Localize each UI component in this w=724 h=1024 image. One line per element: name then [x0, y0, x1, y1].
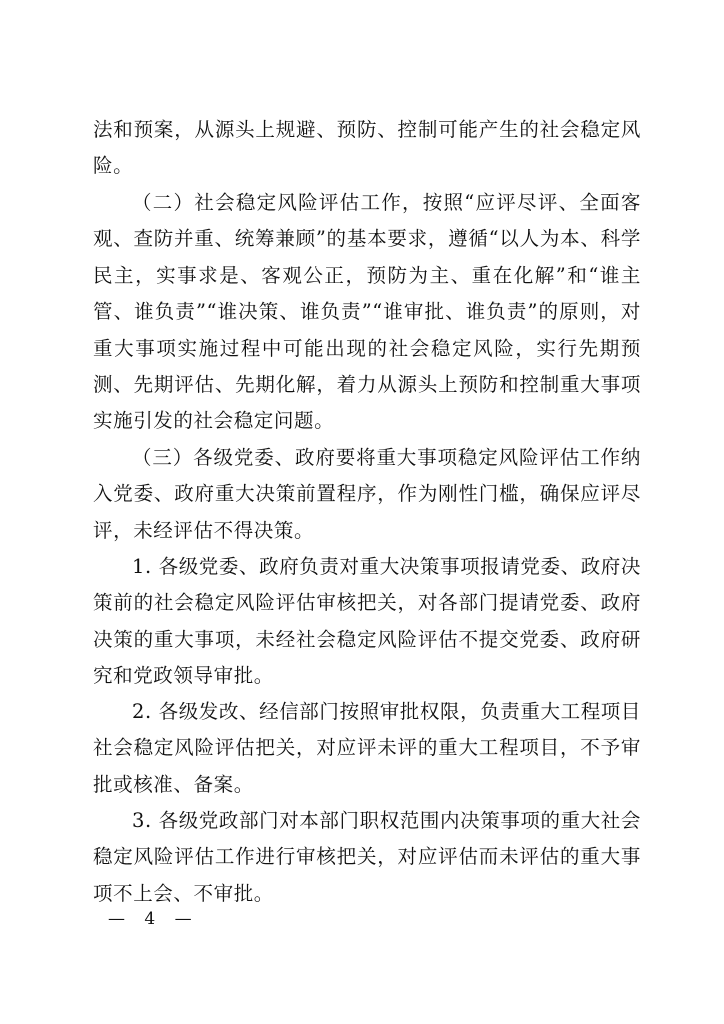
paragraph-section-3: （三）各级党委、政府要将重大事项稳定风险评估工作纳入党委、政府重大决策前置程序，作为刚性门槛，确保应评尽评，未经评估不得决策。: [93, 446, 641, 542]
footer-left-dash: —: [108, 909, 126, 929]
page-footer: [108, 907, 193, 931]
paragraph-continuation: 法和预案，从源头上规避、预防、控制可能产生的社会稳定风险。: [93, 118, 641, 178]
paragraph-item-1: 1. 各级党委、政府负责对重大决策事项报请党委、政府决策前的社会稳定风险评估审核把关，对各部门提请党委、政府决策的重大事项，未经社会稳定风险评估不提交党委、政府研究和党政领导审批。: [93, 555, 642, 688]
paragraph-section-2: （二）社会稳定风险评估工作，按照“应评尽评、全面客观、查防并重、统筹兼顾”的基本要求，遵循“以人为本、科学民主，实事求是、客观公正，预防为主、重在化解”和“谁主管、谁负责”“谁决策、谁负责”“谁审批、谁负责”的原则，对重大事项实施过程中可能出现的社会稳定风险，实行先期预测、先期评估、先期化解，着力从源头上预防和控制重大事项实施引发的社会稳定问题。: [93, 191, 641, 433]
paragraph-item-3: 3. 各级党政部门对本部门职权范围内决策事项的重大社会稳定风险评估工作进行审核把关，对应评估而未评估的重大事项不上会、不审批。: [93, 809, 642, 905]
footer-right-dash: —: [174, 909, 193, 929]
page-number: 4: [144, 909, 157, 929]
paragraph-item-2: 2. 各级发改、经信部门按照审批权限，负责重大工程项目社会稳定风险评估把关，对应评未评的重大工程项目，不予审批或核准、备案。: [93, 700, 642, 796]
